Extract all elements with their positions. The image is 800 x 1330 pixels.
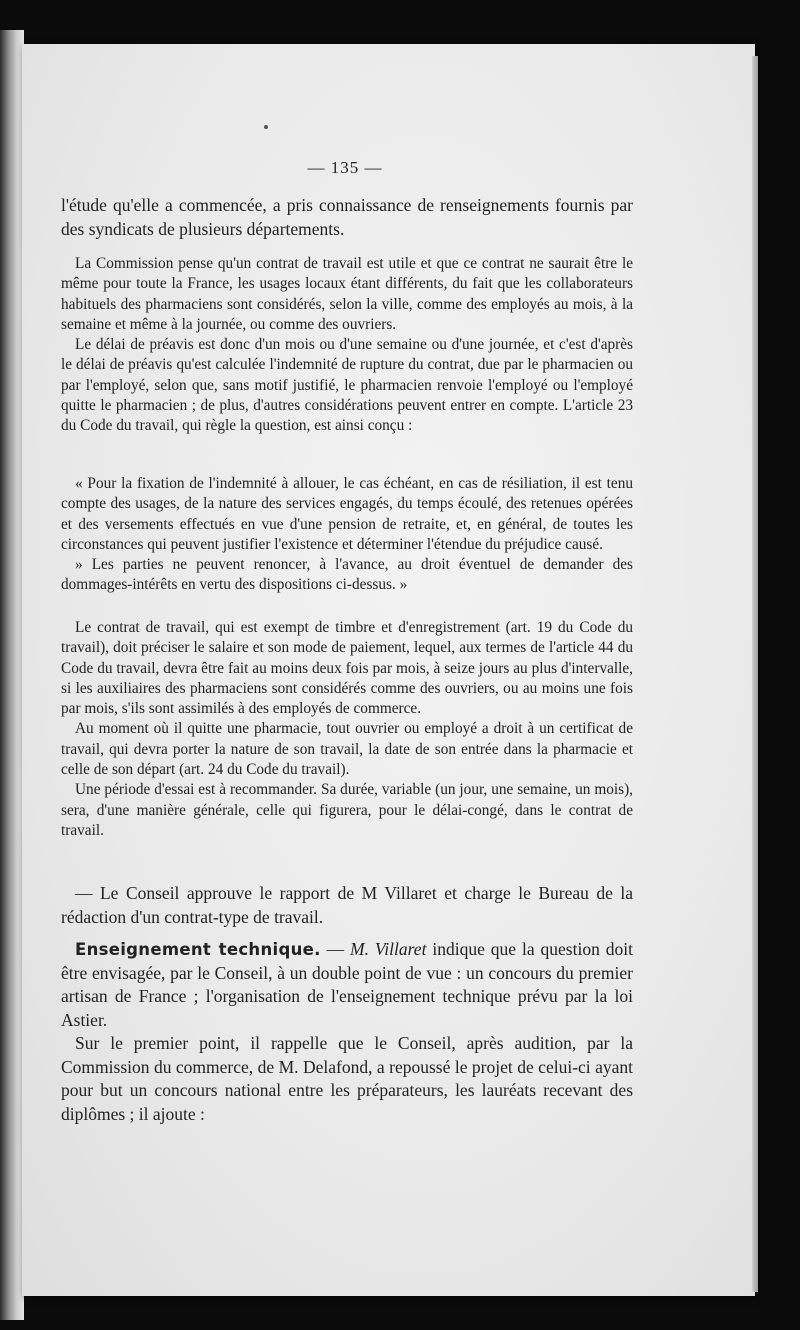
contract-paragraph-2: Au moment où il quitte une pharmacie, tout ouvrier ou employé a droit à un certificat de travail, qui devra porter la nature de son travail, la date de son entrée dans la pharmacie et celle de son départ (art. 24 du Code du travail). [61,720,633,779]
heading-dash: — [320,939,351,959]
page-edge [752,56,758,1292]
contract-paragraph-1: Le contrat de travail, qui est exempt de timbre et d'enregistrement (art. 19 du Code du travail), doit préciser le salaire et son mode de paiement, lequel, aux termes de l'article 44 du Code du travail, devra être fait au moins deux fois par mois, à seize jours au plus d'intervalle, si les auxiliaires des pharmaciens sont considérés comme des ouvriers, ou au moins une fois par mois, s'ils sont assimilés à des employés de commerce. [61,619,633,718]
quote-paragraph-2: » Les parties ne peuvent renoncer, à l'avance, au droit éventuel de demander des dommages-intérêts en vertu des dispositions ci-dessus. » [61,556,633,594]
commission-section [61,254,633,437]
intro-paragraph [61,194,633,241]
page-number: — 135 — [307,158,383,177]
article-quote [61,474,633,596]
enseignement-paragraph-2: Sur le premier point, il rappelle que le Conseil, après audition, par la Commission du commerce, de M. Delafond, a repoussé le projet de celui-ci ayant pour but un concours national entre les préparateurs, les lauréats recevant des diplômes ; il ajoute : [61,1033,633,1124]
ink-speck [264,125,268,129]
enseignement-paragraph-1 [61,938,633,1032]
section-heading: Enseignement technique. [75,940,321,959]
conseil-text: — Le Conseil approuve le rapport de M Villaret et charge le Bureau de la rédaction d'un contrat-type de travail. [61,883,633,927]
intro-text: l'étude qu'elle a commencée, a pris connaissance de renseignements fournis par des syndicats de plusieurs départements. [61,195,633,239]
quote-paragraph-1: « Pour la fixation de l'indemnité à allouer, le cas échéant, en cas de résiliation, il est tenu compte des usages, de la nature des services engagés, du temps écoulé, des retenues opérées et des versements effectués en vue d'une pension de retraite, et, en général, de toutes les circonstances qui peuvent justifier l'existence et déterminer l'étendue du préjudice causé. [61,475,633,553]
book-binding [0,30,24,1320]
contract-section [61,618,633,841]
enseignement-text: indique que la question doit être envisagée, par le Conseil, à un double point de vue : un concours du premier artisan de France ; l'organisation de l'enseignement technique prévu par la loi Astier. [61,939,633,1030]
enseignement-section [61,938,633,1126]
contract-paragraph-3: Une période d'essai est à recommander. Sa durée, variable (un jour, une semaine, un mois), sera, d'une manière générale, celle qui figurera, pour le délai-congé, dans le contrat de travail. [61,781,633,839]
commission-paragraph-2: Le délai de préavis est donc d'un mois ou d'une semaine ou d'une journée, et c'est d'après le délai de préavis qu'est calculée l'indemnité de rupture du contrat, due par le pharmacien ou par l'employé, selon que, sans motif justifié, le pharmacien renvoie l'employé ou l'employé quitte le pharmacien ; de plus, d'autres considérations peuvent entrer en compte. L'article 23 du Code du travail, qui règle la question, est ainsi conçu : [61,336,633,435]
commission-paragraph-1: La Commission pense qu'un contrat de travail est utile et que ce contrat ne saurait être le même pour toute la France, les usages locaux étant différents, du fait que les collaborateurs habituels des pharmaciens sont considérés, selon la ville, comme des employés au mois, à la semaine et même à la journée, ou comme des ouvriers. [61,255,633,333]
conseil-decision [61,882,633,929]
speaker-name: M. Villaret [350,939,427,959]
